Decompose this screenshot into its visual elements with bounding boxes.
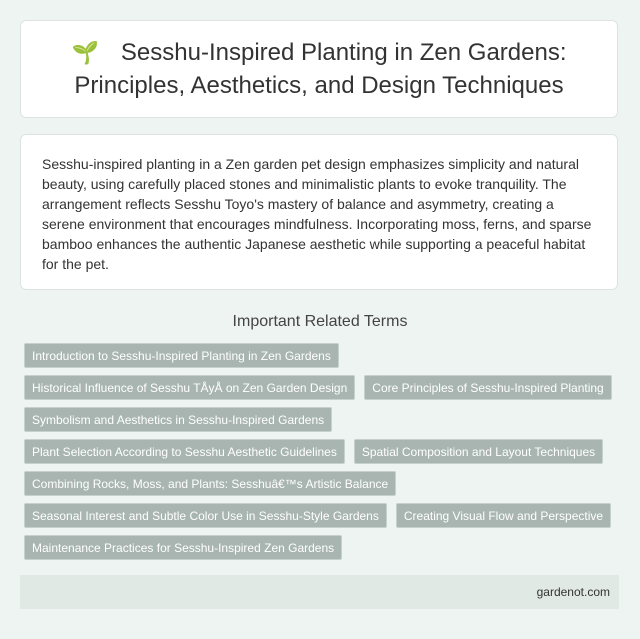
tag-row [20, 407, 620, 432]
related-term-tag[interactable]: Historical Influence of Sesshu TÅyÅ on Zen Garden Design [24, 375, 355, 400]
related-term-tag[interactable]: Creating Visual Flow and Perspective [396, 503, 611, 528]
title-card [20, 20, 618, 118]
tag-row [20, 439, 620, 464]
related-term-tag[interactable]: Seasonal Interest and Subtle Color Use in Sesshu-Style Gardens [24, 503, 387, 528]
related-term-tag[interactable]: Symbolism and Aesthetics in Sesshu-Inspired Gardens [24, 407, 332, 432]
tag-row [20, 375, 620, 400]
summary-text: Sesshu-inspired planting in a Zen garden pet design emphasizes simplicity and natural beauty, using carefully placed stones and minimalistic plants to evoke tranquility. The arrangement reflects Sesshu Toyo's mastery of balance and asymmetry, creating a serene environment that encourages mindfulness. Incorporating moss, ferns, and sparse bamboo enhances the authentic Japanese aesthetic while supporting a peaceful habitat for the pet. [42, 156, 592, 272]
summary-card [20, 134, 618, 290]
related-term-tag[interactable]: Spatial Composition and Layout Techniques [354, 439, 603, 464]
related-term-tag[interactable]: Maintenance Practices for Sesshu-Inspired Zen Gardens [24, 535, 342, 560]
footer [20, 575, 619, 609]
tag-row [20, 535, 620, 560]
related-term-tag[interactable]: Combining Rocks, Moss, and Plants: Sesshuâ€™s Artistic Balance [24, 471, 396, 496]
page-title [21, 36, 617, 102]
related-term-tag[interactable]: Core Principles of Sesshu-Inspired Planting [364, 375, 611, 400]
footer-site-link[interactable]: gardenot.com [536, 585, 610, 599]
related-term-tag[interactable]: Plant Selection According to Sesshu Aesthetic Guidelines [24, 439, 345, 464]
tag-row [20, 503, 620, 528]
tag-row [20, 343, 620, 368]
related-terms-list [20, 343, 620, 567]
related-term-tag[interactable]: Introduction to Sesshu-Inspired Planting in Zen Gardens [24, 343, 339, 368]
seedling-icon: 🌱 [71, 40, 99, 65]
tag-row [20, 471, 620, 496]
related-terms-heading: Important Related Terms [232, 313, 408, 330]
page-title-text: Sesshu-Inspired Planting in Zen Gardens: Principles, Aesthetics, and Design Techniques [74, 39, 567, 99]
